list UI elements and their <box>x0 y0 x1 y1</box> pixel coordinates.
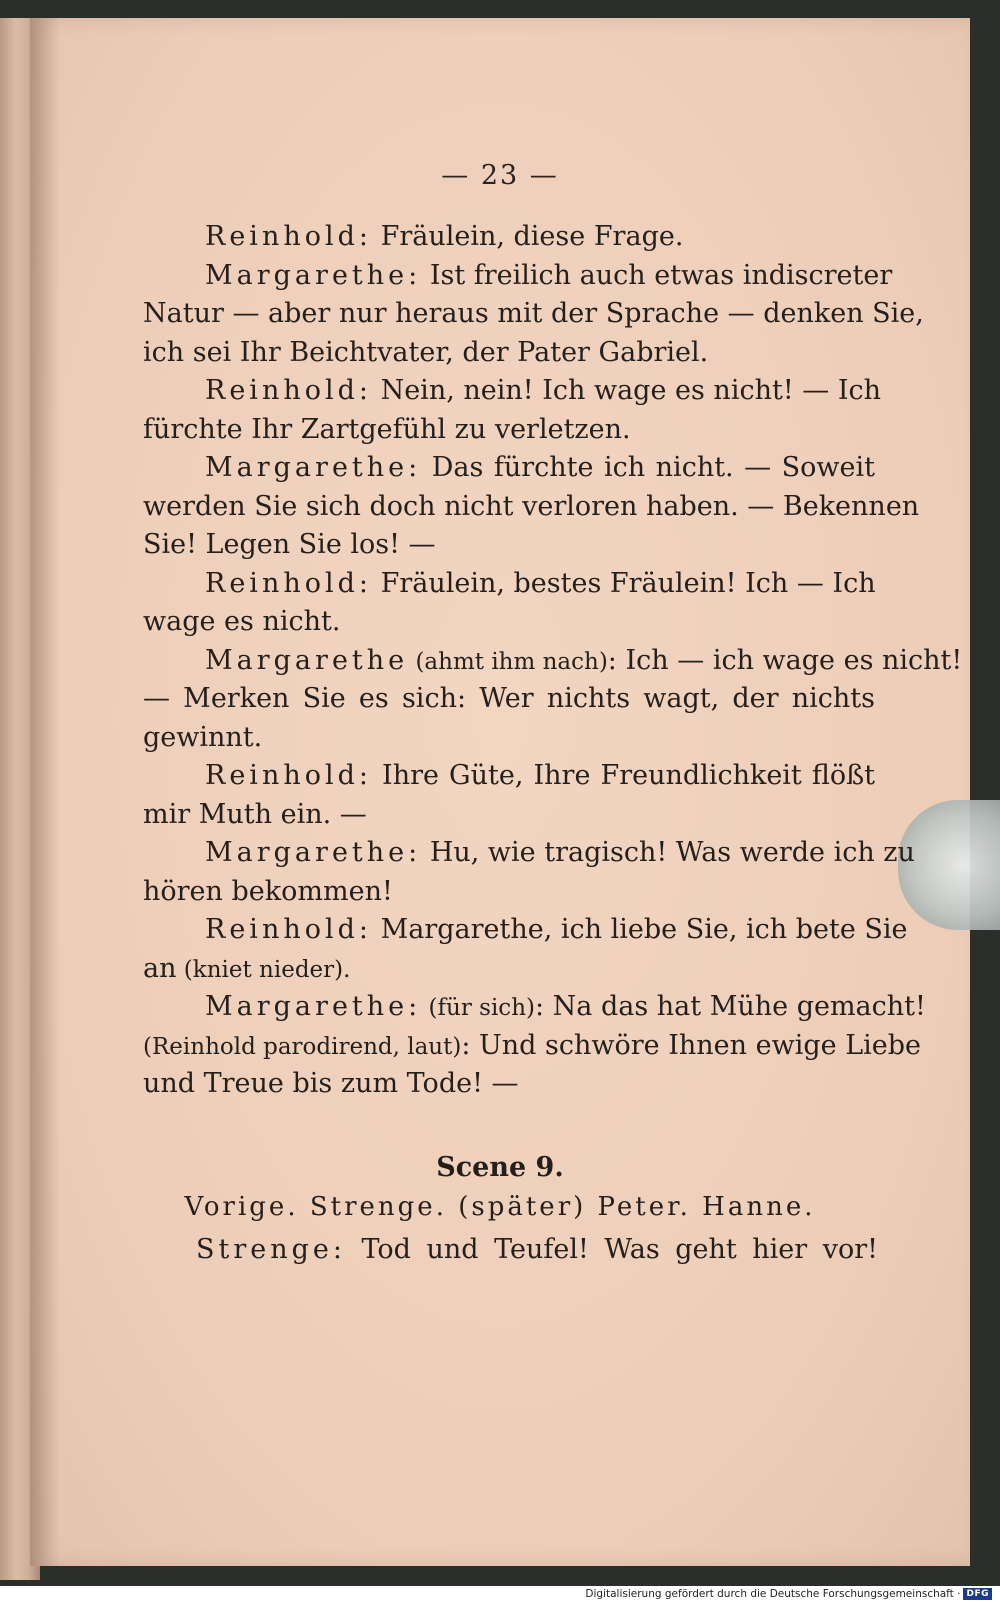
speaker-name: Reinhold: <box>205 914 372 945</box>
line-text: werden Sie sich doch nicht verloren haben. — Bekennen <box>143 490 920 522</box>
speaker-name: Reinhold: <box>205 375 372 406</box>
speaker-name: Margarethe: <box>205 259 422 291</box>
line-text: ich sei Ihr Beichtvater, der Pater Gabriel. <box>143 336 709 368</box>
line-text: Margarethe, ich liebe Sie, ich bete Sie <box>372 914 908 945</box>
speaker-name: Reinhold: <box>205 221 372 252</box>
text-line <box>143 873 875 912</box>
line-text: — Merken Sie es sich: Wer nichts wagt, der nichts <box>143 683 875 714</box>
footer-text: Digitalisierung gefördert durch die Deutsche Forschungsgemeinschaft · <box>585 1588 961 1600</box>
line-text: Sie! Legen Sie los! — <box>143 529 436 560</box>
line-text: Ist freilich auch etwas indiscreter <box>421 259 893 291</box>
line-text: Hu, wie tragisch! Was werde ich zu <box>421 837 915 868</box>
spine-shadow <box>30 18 60 1566</box>
text-line <box>143 911 908 950</box>
dfg-logo: DFG <box>963 1588 992 1600</box>
text-line <box>143 218 875 257</box>
stage-direction: (Reinhold parodirend, laut) <box>143 1033 462 1060</box>
stage-direction: (für sich) <box>421 995 535 1021</box>
line-text: mir Muth ein. — <box>143 798 367 830</box>
text-line <box>143 950 875 989</box>
line-text: hören bekommen! <box>143 875 393 907</box>
scene-heading: Scene 9. <box>436 1152 564 1183</box>
speaker-name: Margarethe: <box>205 991 422 1022</box>
dialogue-text: Tod und Teufel! Was geht hier vor! <box>345 1234 878 1265</box>
line-text: an <box>143 952 177 984</box>
text-line <box>143 1027 922 1066</box>
text-line <box>143 526 875 565</box>
text-line <box>143 334 875 373</box>
line-text: und Treue bis zum Tode! — <box>143 1068 519 1099</box>
text-line <box>143 1065 875 1104</box>
dialogue-text <box>143 218 963 1104</box>
line-text: gewinnt. <box>143 721 263 753</box>
stage-direction: (ahmt ihm nach) <box>408 648 608 675</box>
line-text: wage es nicht. <box>143 606 341 637</box>
scene-persons: Vorige. Strenge. (später) Peter. Hanne. <box>184 1192 816 1222</box>
page-number: — 23 — <box>441 160 559 191</box>
text-line <box>143 757 875 796</box>
text-line <box>143 372 882 411</box>
text-line <box>143 449 875 488</box>
line-text: Nein, nein! Ich wage es nicht! — Ich <box>372 375 882 406</box>
text-line <box>143 680 875 719</box>
line-text: : Und schwöre Ihnen ewige Liebe <box>461 1029 922 1061</box>
line-text: fürchte Ihr Zartgefühl zu verletzen. <box>143 413 631 445</box>
speaker-name: Reinhold: <box>205 567 372 599</box>
line-text: : Na das hat Mühe gemacht! <box>534 991 926 1022</box>
line-text: Das fürchte ich nicht. — Soweit <box>421 452 875 483</box>
line-text: Fräulein, bestes Fräulein! Ich — Ich <box>372 567 876 599</box>
speaker-name: Strenge: <box>196 1234 346 1265</box>
speaker-name: Margarethe: <box>205 837 422 868</box>
text-line <box>143 796 875 835</box>
text-line <box>143 565 875 604</box>
line-text: Fräulein, diese Frage. <box>372 221 684 252</box>
digitization-footer <box>585 1588 992 1600</box>
final-dialogue-line <box>196 1234 878 1265</box>
stage-direction: (kniet nieder). <box>176 956 351 983</box>
line-text: Ihre Güte, Ihre Freundlichkeit flößt <box>372 760 875 791</box>
text-line <box>143 488 920 527</box>
text-line <box>143 834 915 873</box>
speaker-name: Reinhold: <box>205 760 372 791</box>
text-line <box>143 257 893 296</box>
text-line <box>143 603 875 642</box>
text-line <box>143 642 963 681</box>
speaker-name: Margarethe <box>205 644 409 676</box>
text-line <box>143 719 875 758</box>
speaker-name: Margarethe: <box>205 452 422 483</box>
text-line <box>143 295 924 334</box>
text-line <box>143 411 875 450</box>
line-text: Natur — aber nur heraus mit der Sprache — denken Sie, <box>143 298 924 329</box>
line-text: : Ich — ich wage es nicht! <box>607 644 963 676</box>
text-line <box>143 988 926 1027</box>
